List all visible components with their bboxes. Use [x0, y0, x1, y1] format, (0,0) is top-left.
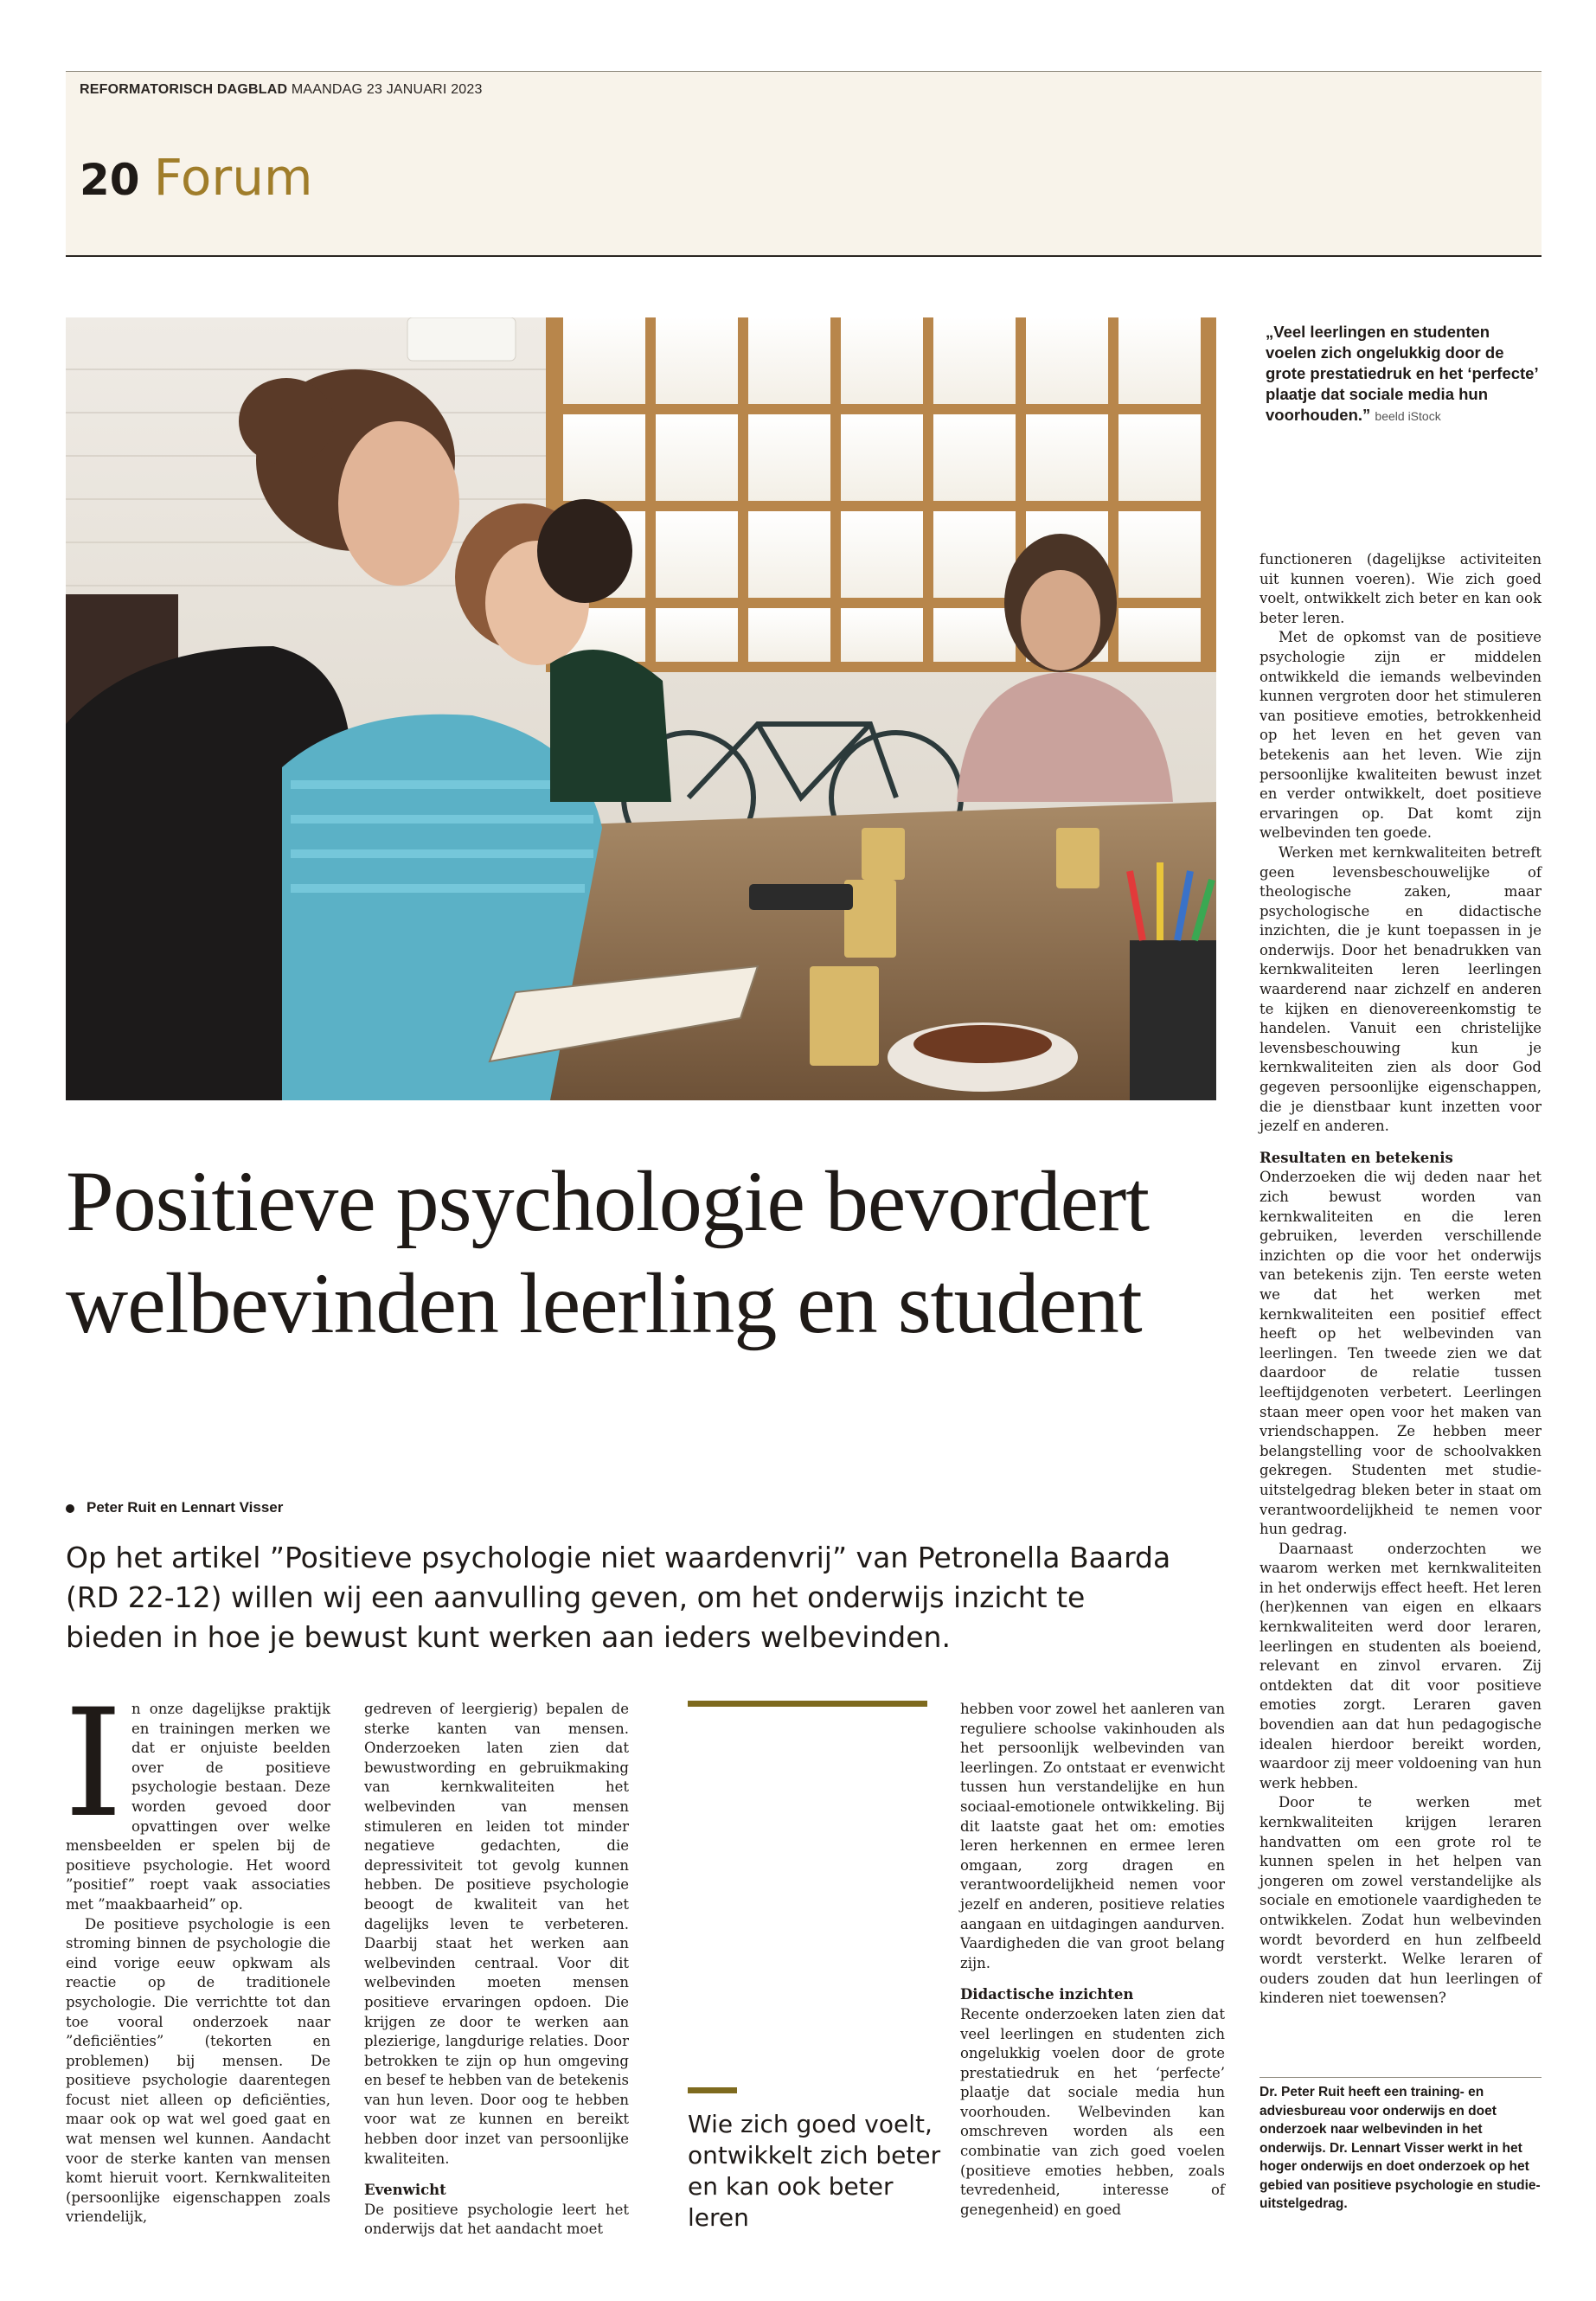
- article-column-2: [364, 1700, 629, 2240]
- byline-authors: Peter Ruit en Lennart Visser: [87, 1499, 284, 1516]
- section-title: [80, 148, 312, 207]
- paper-name: REFORMATORISCH DAGBLAD: [80, 82, 288, 97]
- paragraph: n onze dagelijkse praktijk en trainingen merken we dat er onjuiste beelden over de positieve psychologie bestaan. Deze worden gevoed door opvattingen over welke mensbeelden er spelen bij de positieve psychologie. Het woord ”positief” roept vaak associaties met ”maakbaarheid” op.: [66, 1701, 330, 1913]
- paragraph: Werken met kernkwaliteiten betreft geen levensbeschouwelijke of theologische zaken, maar psychologische en didactische inzichten, die je kunt toepassen in je onderwijs. Door het benadrukken van kernkwaliteiten leren leerlingen waarderend naar zichzelf en anderen te kijken en dienovereenkomstig te handelen. Vanuit een christelijke levensbeschouwing kun je kernkwaliteiten zien als door God gegeven persoonlijke eigenschappen, die je dienstbaar kunt inzetten voor jezelf en anderen.: [1259, 843, 1542, 1135]
- paragraph: Daarnaast onderzochten we waarom werken met kernkwaliteiten in het onderwijs effect heeft. Het leren (her)kennen van eigen en elkaars kernkwaliteiten werd door leraren, leerlingen en studenten als boeiend, relevant en zinvol ervaren. Zij ontdekten dat dit voor positieve emoties zorgt. Leraren gaven bovendien aan dat hun pedagogische idealen hierdoor bereikt worden, waardoor zij meer voldoening van hun werk hebben.: [1259, 1540, 1542, 1791]
- article-column-3: [960, 1700, 1225, 2220]
- author-divider: [1259, 2077, 1542, 2078]
- article-column-1: [64, 1676, 330, 2227]
- article-column-4: [1259, 550, 1542, 2009]
- paragraph: functioneren (dagelijkse activiteiten uit kunnen voeren). Wie zich goed voelt, ontwikkelt zich beter en kan ook beter leren.: [1259, 551, 1542, 626]
- pull-quote: Wie zich goed voelt, ontwikkelt zich beter en kan ook beter leren: [688, 2110, 941, 2232]
- classroom-photo-illustration: [66, 317, 1216, 1100]
- page-header: [66, 71, 1542, 257]
- section-name: Forum: [153, 148, 313, 207]
- accent-bar: [688, 1701, 927, 1707]
- paragraph: Recente onderzoeken laten zien dat veel leerlingen en studenten zich ongelukkig voelen door de grote prestatiedruk en het ‘perfecte’ plaatje dat sociale media hun voorhouden. Welbevinden kan omschreven worden als een combinatie van zich goed voelen (positieve emoties hebben, zoals tevredenheid, interesse of genegenheid) en goed: [960, 2005, 1225, 2218]
- bullet-icon: [66, 1504, 74, 1513]
- masthead: [80, 82, 483, 98]
- byline: [66, 1499, 283, 1516]
- paragraph: De positieve psychologie leert het onderwijs dat het aandacht moet: [364, 2201, 629, 2238]
- article-photo: [66, 317, 1216, 1100]
- drop-cap: I: [64, 1676, 123, 1850]
- paragraph: Onderzoeken die wij deden naar het zich bewust worden van kernkwaliteiten en die leren gebruiken, leverden verschillende inzichten op die voor het onderwijs van betekenis zijn. Ten eerste weten we dat het werken met kernkwaliteiten een positief effect heeft op het welbevinden van leerlingen. Ten tweede zien we dat daardoor de relatie tussen leeftijdgenoten verbetert. Leerlingen staan meer open voor het maken van vriendschappen. Ze hebben meer belangstelling voor de schoolvakken gekregen. Studenten met studie-uitstelgedrag bleken beter in staat om verantwoordelijkheid te nemen voor hun gedrag.: [1259, 1169, 1542, 1538]
- caption-text: „Veel leerlingen en studenten voelen zich ongelukkig door de grote prestatiedruk en het ‘perfecte’ plaatje dat sociale media hun voorhouden.”: [1266, 323, 1538, 424]
- subheading-didactische-inzichten: Didactische inzichten: [960, 1986, 1134, 2003]
- article-lead: Op het artikel ”Positieve psychologie niet waardenvrij” van Petronella Baarda (RD 22-12) willen wij een aanvulling geven, om het onderwijs inzicht te bieden in hoe je bewust kunt werken aan ieders welbevinden.: [66, 1541, 1171, 1654]
- subheading-evenwicht: Evenwicht: [364, 2182, 446, 2199]
- paragraph: Door te werken met kernkwaliteiten krijgen leraren handvatten om een grote rol te kunnen spelen in het helpen van jongeren om zowel verstandelijke als sociale en emotionele vaardigheden te ontwikkelen. Zodat hun welbevinden wordt bevorderd en hun zelfbeeld wordt versterkt. Welke leraren of ouders zouden dat hun leerlingen of kinderen niet toewensen?: [1259, 1794, 1542, 2007]
- author-note: Dr. Peter Ruit heeft een training- en adviesbureau voor onderwijs en doet onderzoek naar welbevinden in het onderwijs. Dr. Lennart Visser werkt in het hoger onderwijs en doet onderzoek op het gebied van positieve psychologie en studie-uitstelgedrag.: [1259, 2085, 1541, 2211]
- pullquote-bar: [688, 2087, 737, 2093]
- page-number: 20: [80, 155, 140, 205]
- photo-caption: [1266, 322, 1542, 426]
- issue-date: MAANDAG 23 JANUARI 2023: [291, 82, 483, 97]
- paragraph: Met de opkomst van de positieve psychologie zijn er middelen ontwikkeld die iemands welbevinden kunnen vergroten door het stimuleren van positieve emoties, betrokkenheid op het leven en het geven van betekenis aan het leven. Wie zijn persoonlijke kwaliteiten bewust inzet en verder ontwikkelt, doet positieve ervaringen op. Dat komt zijn welbevinden ten goede.: [1259, 629, 1542, 842]
- paragraph: De positieve psychologie is een stroming binnen de psychologie die eind vorige eeuw opkwam als reactie op de traditionele psychologie. Die verrichtte tot dan toe vooral onderzoek naar ”deficiënties” (tekorten en problemen) bij mensen. De positieve psychologie daarentegen focust niet alleen op deficiënties, maar ook op wat wel goed gaat en wat mensen wel kunnen. Aandacht voor de sterke kanten van mensen komt hieruit voort. Kernkwaliteiten (persoonlijke eigenschappen zoals vriendelijk,: [66, 1915, 330, 2226]
- paragraph: hebben voor zowel het aanleren van reguliere schoolse vakinhouden als het persoonlijk welbevinden van leerlingen. Zo ontstaat er evenwicht tussen hun verstandelijke en hun sociaal-emotionele ontwikkeling. Bij dit laatste gaat het om: emoties leren herkennen en ermee leren omgaan, zorg dragen en verantwoordelijkheid nemen voor jezelf en anderen, positieve relaties aangaan en uitdagingen aandurven. Vaardigheden die van groot belang zijn.: [960, 1701, 1225, 1971]
- photo-credit: beeld iStock: [1375, 409, 1441, 423]
- subheading-resultaten: Resultaten en betekenis: [1259, 1149, 1453, 1166]
- paragraph: gedreven of leergierig) bepalen de sterke kanten van mensen. Onderzoeken laten zien dat bewustwording en gebruikmaking van kernkwaliteiten het welbevinden van mensen stimuleren en leiden tot minder negatieve gedachten, die depressiviteit tot gevolg kunnen hebben. De positieve psychologie beoogt de kwaliteit van het dagelijks leven te verbeteren. Daarbij staat het werken aan welbevinden centraal. Voor dit welbevinden moeten mensen positieve ervaringen opdoen. Die krijgen ze door te werken aan plezierige, langdurige relaties. Door betrokken te zijn op hun omgeving en besef te hebben van de betekenis van hun leven. Door oog te hebben voor wat ze kunnen en bereikt hebben door inzet van persoonlijke kwaliteiten.: [364, 1701, 629, 2167]
- article-headline: Positieve psychologie bevordert welbevinden leerling en student: [66, 1153, 1150, 1351]
